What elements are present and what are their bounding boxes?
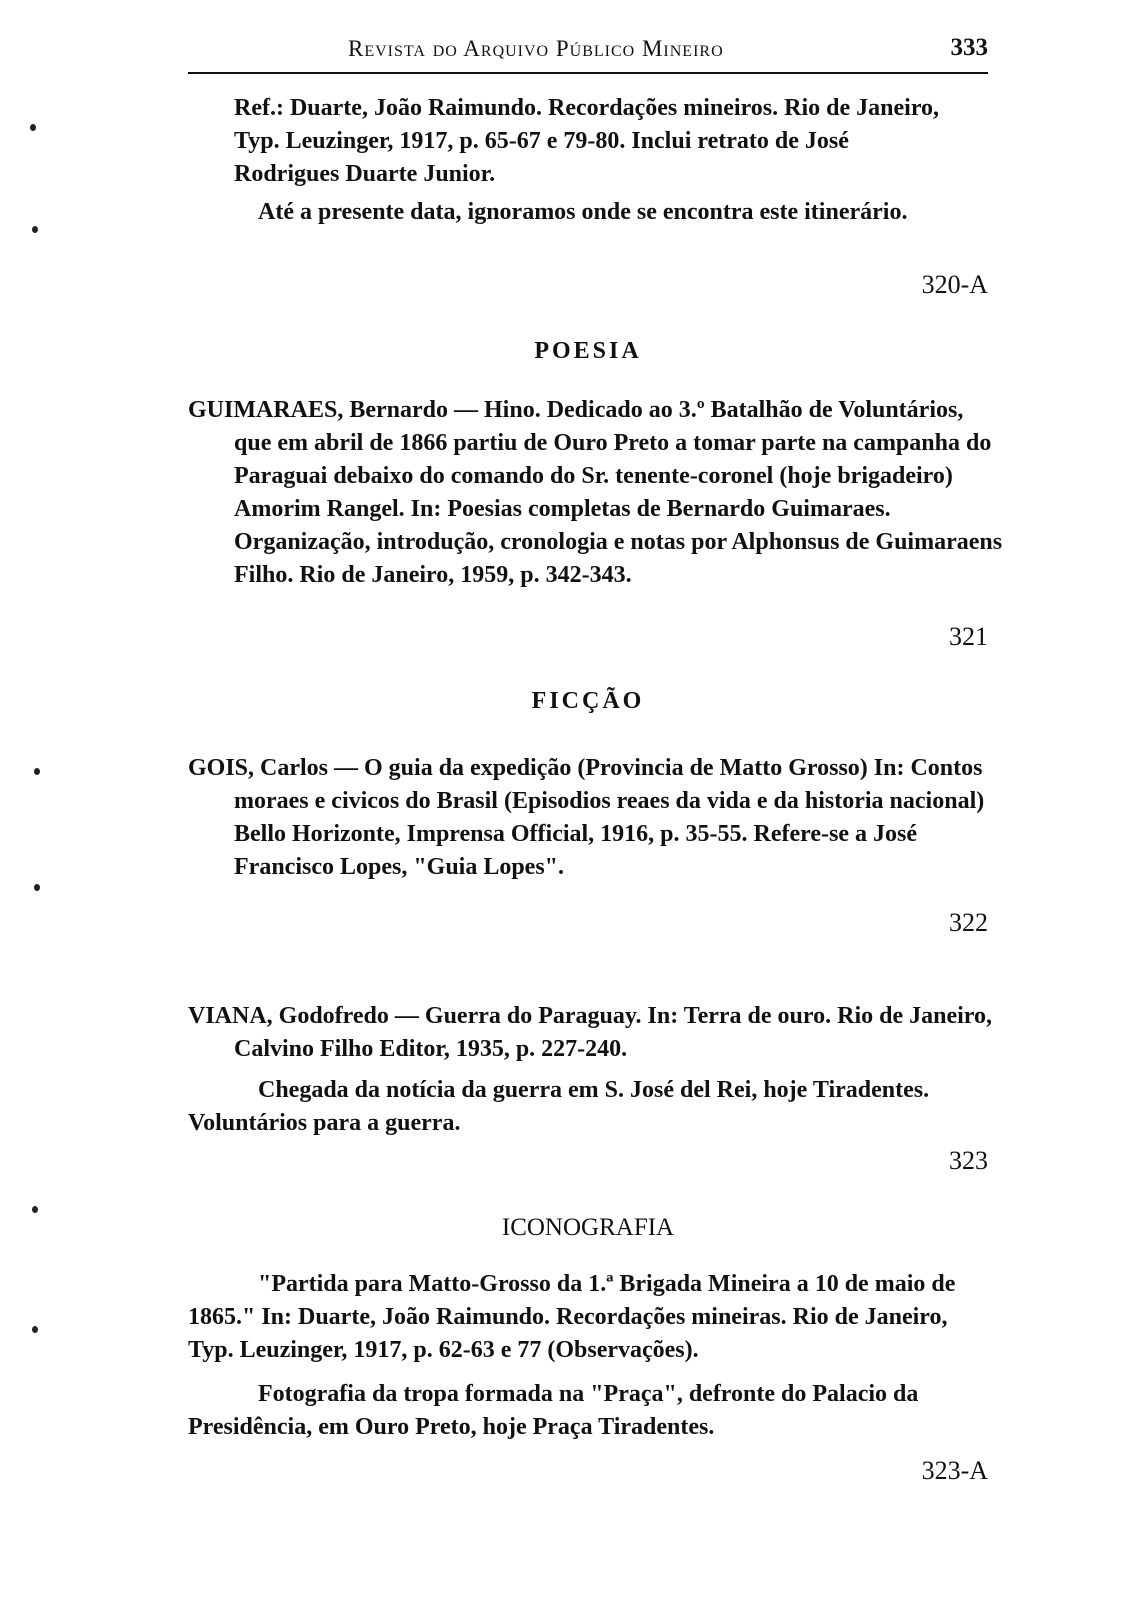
- entry-viana: VIANA, Godofredo — Guerra do Paraguay. In: Terra de ouro. Rio de Janeiro, Calvino Filho Editor, 1935, p. 227-240.: [188, 1003, 993, 1062]
- entry-partida: "Partida para Matto-Grosso da 1.ª Brigada Mineira a 10 de maio de 1865." In: Duarte, João Raimundo. Recordações mineiras. Rio de Janeiro, Typ. Leuzinger, 1917, p. 62-63 e 77 (Observações).: [188, 1271, 956, 1363]
- entry-number-323a: 323-A: [921, 1456, 988, 1485]
- entry-number-323: 323: [949, 1146, 988, 1175]
- scan-speck: [34, 768, 40, 775]
- running-header: [188, 32, 988, 74]
- entry-number-320a: 320-A: [921, 270, 988, 299]
- scan-speck: [32, 1326, 38, 1333]
- entry-number-321: 321: [949, 622, 988, 651]
- reference-duarte: Ref.: Duarte, João Raimundo. Recordações mineiros. Rio de Janeiro, Typ. Leuzinger, 1917, p. 65-67 e 79-80. Inclui retrato de José Rodrigues Duarte Junior.: [234, 95, 940, 187]
- section-heading-ficcao: FICÇÃO: [531, 688, 645, 714]
- journal-title: Revista do Arquivo Público Mineiro: [348, 36, 724, 61]
- note-itinerario: Até a presente data, ignoramos onde se encontra este itinerário.: [258, 199, 908, 225]
- entry-gois: GOIS, Carlos — O guia da expedição (Provincia de Matto Grosso) In: Contos moraes e civicos do Brasil (Episodios reaes da vida e da historia nacional) Bello Horizonte, Imprensa Official, 1916, p. 35-55. Refere-se a José Francisco Lopes, "Guia Lopes".: [188, 755, 985, 880]
- scan-speck: [32, 226, 38, 233]
- scan-speck: [34, 884, 40, 891]
- note-viana: Chegada da notícia da guerra em S. José del Rei, hoje Tiradentes. Voluntários para a guerra.: [188, 1077, 930, 1136]
- scan-speck: [32, 1206, 38, 1213]
- entry-guimaraes: GUIMARAES, Bernardo — Hino. Dedicado ao 3.º Batalhão de Voluntários, que em abril de 1866 partiu de Ouro Preto a tomar parte na campanha do Paraguai debaixo do comando do Sr. tenente-coronel (hoje brigadeiro) Amorim Rangel. In: Poesias completas de Bernardo Guimaraes. Organização, introdução, cronologia e notas por Alphonsus de Guimaraens Filho. Rio de Janeiro, 1959, p. 342-343.: [188, 397, 1003, 588]
- section-heading-poesia: POESIA: [534, 338, 642, 364]
- entry-number-322: 322: [949, 908, 988, 937]
- scan-speck: [30, 124, 36, 131]
- section-heading-iconografia: ICONOGRAFIA: [501, 1214, 675, 1241]
- page-number: 333: [950, 34, 988, 61]
- note-fotografia: Fotografia da tropa formada na "Praça", defronte do Palacio da Presidência, em Ouro Preto, hoje Praça Tiradentes.: [188, 1381, 919, 1440]
